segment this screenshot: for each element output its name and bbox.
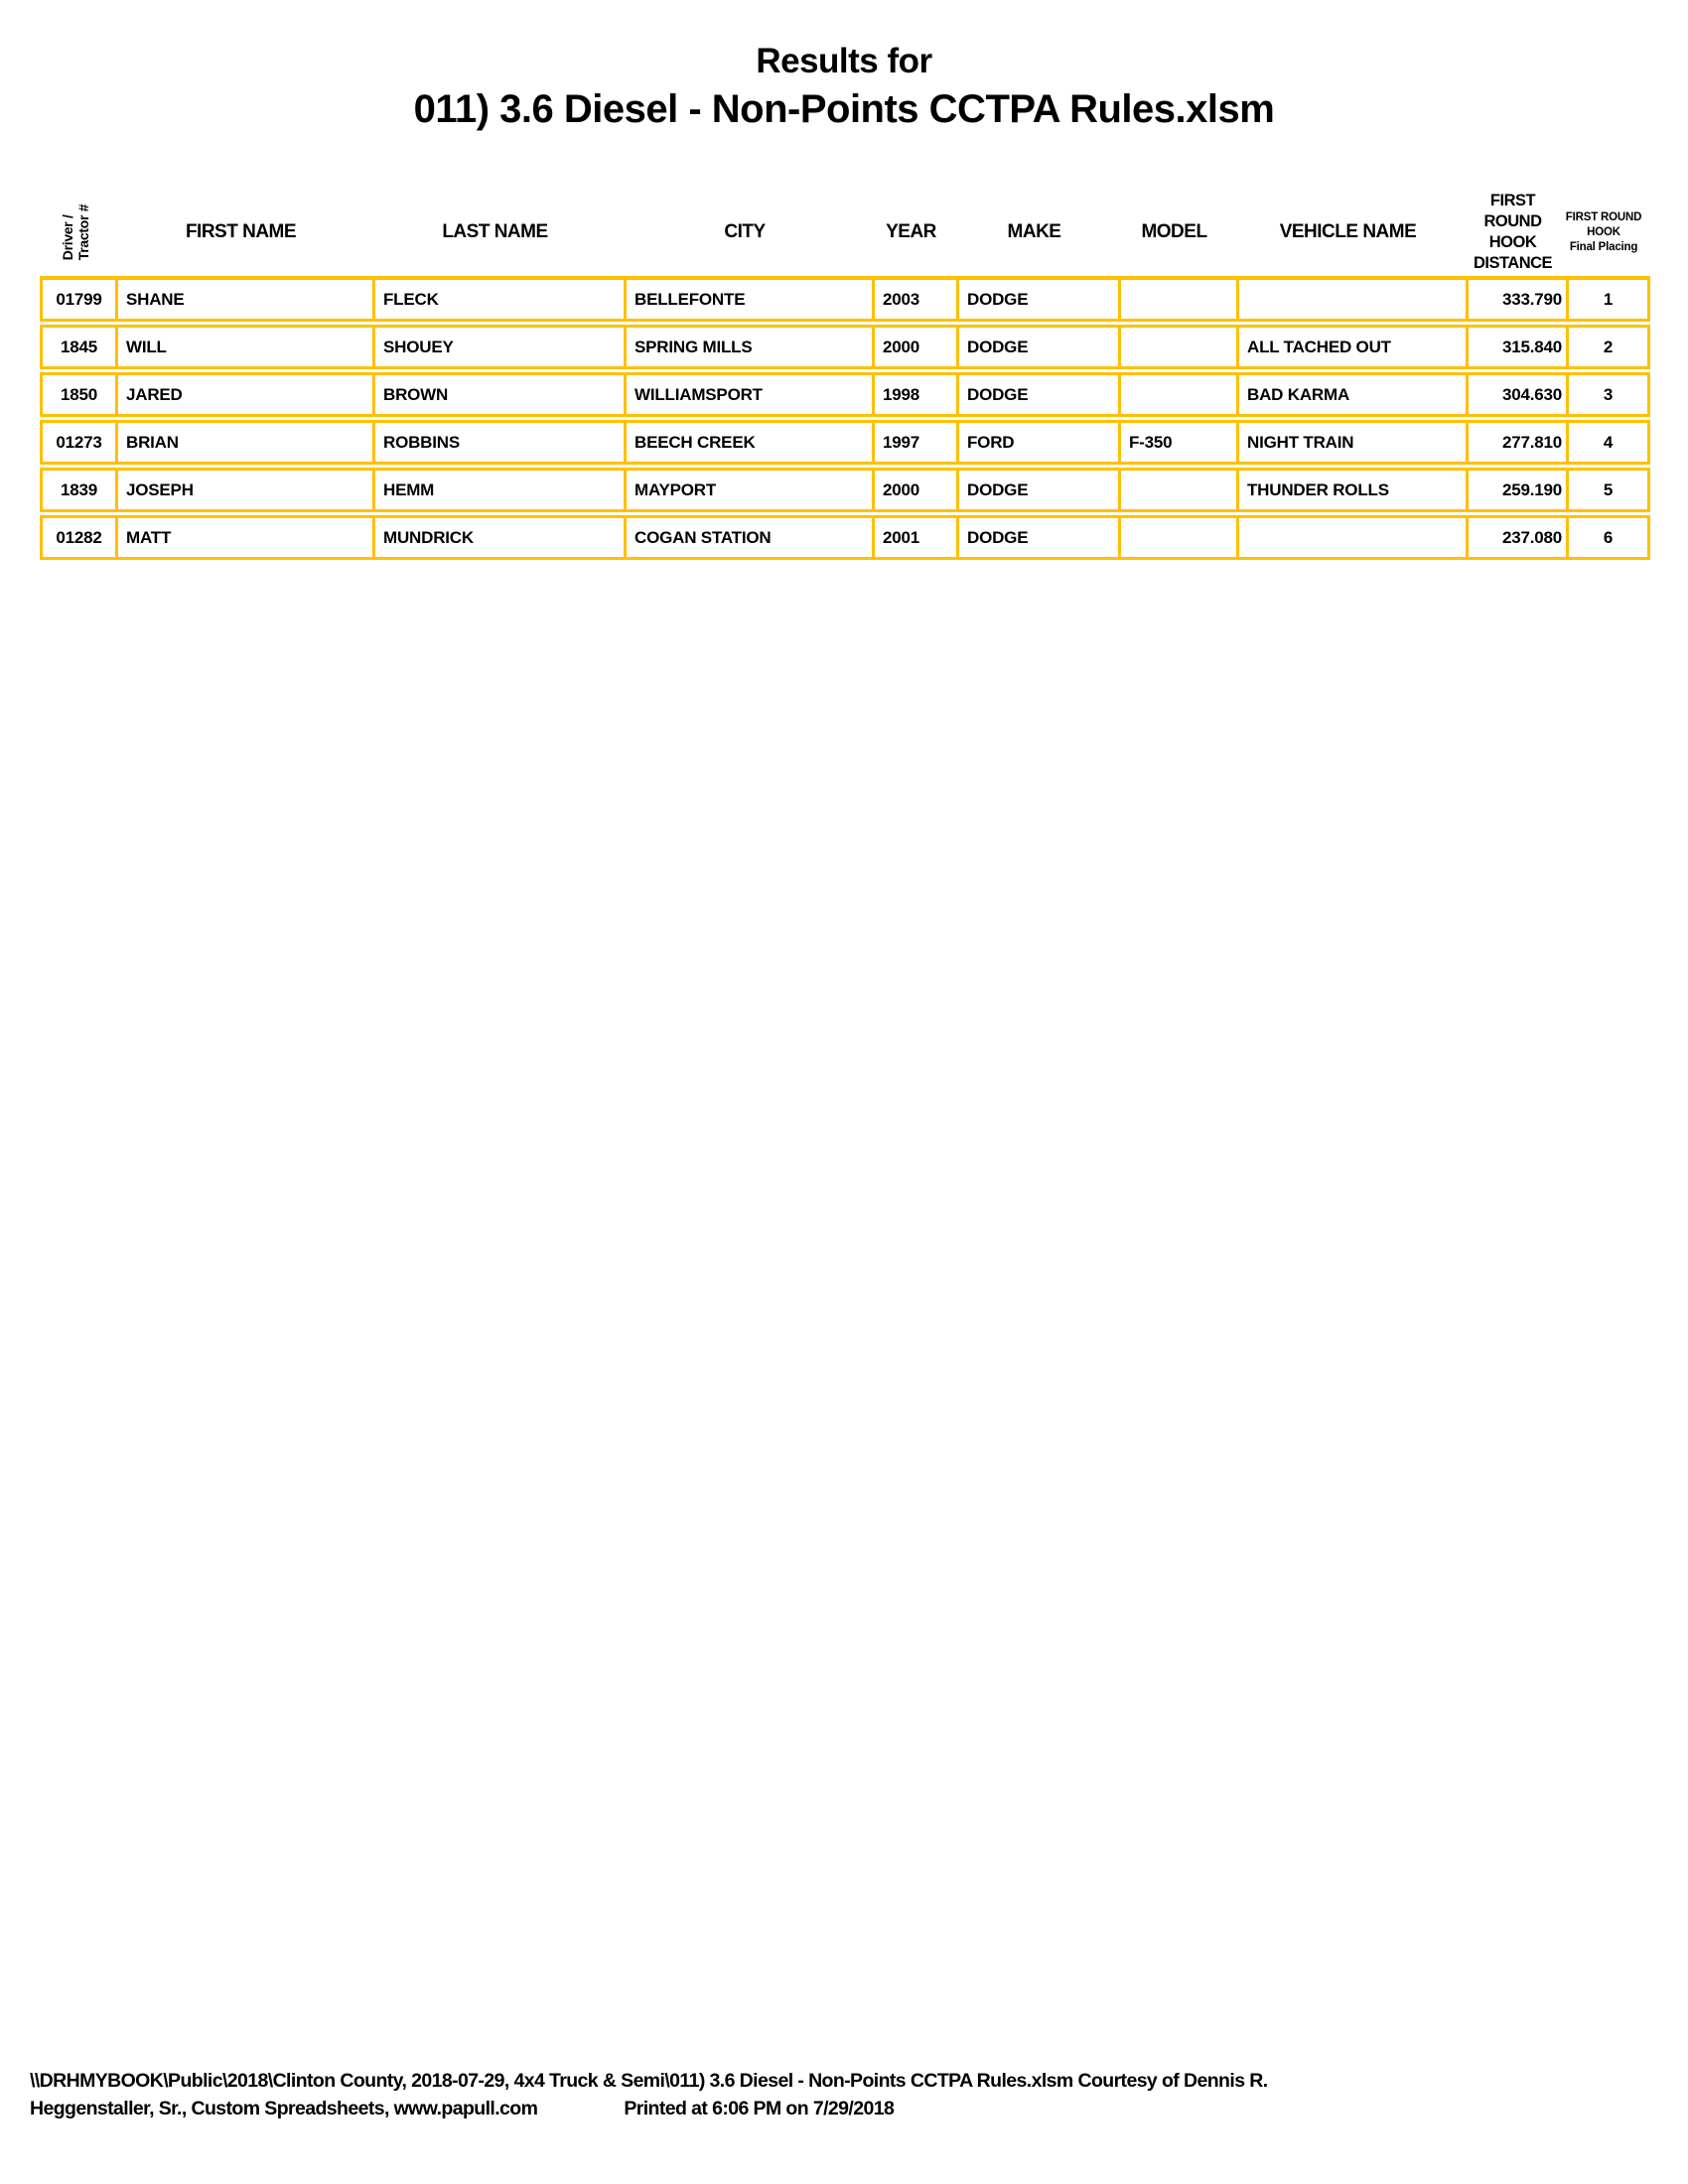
cell-first-name: BRIAN <box>115 423 372 462</box>
cell-make: DODGE <box>956 328 1118 366</box>
placing-label-line2: Final Placing <box>1569 240 1638 253</box>
cell-make: DODGE <box>956 471 1118 509</box>
cell-model <box>1118 328 1236 366</box>
cell-city: SPRING MILLS <box>624 328 872 366</box>
cell-vehicle-name: NIGHT TRAIN <box>1236 423 1466 462</box>
cell-driver-number: 01799 <box>56 289 102 309</box>
placing-label-line1: FIRST ROUND HOOK <box>1565 210 1642 238</box>
table-row <box>40 325 1650 369</box>
table-header-row <box>40 189 1650 276</box>
cell-last-name: ROBBINS <box>372 423 624 462</box>
cell-make: DODGE <box>956 518 1118 557</box>
cell-first-name: MATT <box>115 518 372 557</box>
cell-city: COGAN STATION <box>624 518 872 557</box>
cell-last-name: FLECK <box>372 280 624 319</box>
cell-hook-distance: 259.190 <box>1466 471 1566 509</box>
cell-final-placing: 4 <box>1566 423 1647 462</box>
footer-printed-timestamp: Printed at 6:06 PM on 7/29/2018 <box>624 2098 895 2119</box>
cell-make: FORD <box>956 423 1118 462</box>
cell-hook-distance: 277.810 <box>1466 423 1566 462</box>
cell-year: 2000 <box>872 471 956 509</box>
cell-last-name: BROWN <box>372 375 624 414</box>
cell-vehicle-name: ALL TACHED OUT <box>1236 328 1466 366</box>
cell-last-name: HEMM <box>372 471 624 509</box>
cell-first-name: JARED <box>115 375 372 414</box>
column-header-model: MODEL <box>1141 221 1207 242</box>
column-header-year: YEAR <box>886 221 936 242</box>
column-header-first-round-hook-distance: FIRST ROUND HOOK DISTANCE <box>1473 192 1553 272</box>
cell-final-placing: 2 <box>1566 328 1647 366</box>
table-row <box>40 276 1650 322</box>
results-table <box>40 189 1650 560</box>
cell-year: 2003 <box>872 280 956 319</box>
cell-year: 1997 <box>872 423 956 462</box>
cell-first-name: WILL <box>115 328 372 366</box>
cell-first-name: SHANE <box>115 280 372 319</box>
cell-hook-distance: 333.790 <box>1466 280 1566 319</box>
title-block <box>0 42 1688 132</box>
cell-last-name: SHOUEY <box>372 328 624 366</box>
cell-city: MAYPORT <box>624 471 872 509</box>
page-subtitle: 011) 3.6 Diesel - Non-Points CCTPA Rules.xlsm <box>413 87 1275 131</box>
cell-final-placing: 6 <box>1566 518 1647 557</box>
column-header-city: CITY <box>724 221 766 242</box>
cell-city: BELLEFONTE <box>624 280 872 319</box>
cell-final-placing: 3 <box>1566 375 1647 414</box>
cell-driver-number: 01282 <box>56 527 102 547</box>
cell-driver-number: 1839 <box>60 479 98 499</box>
cell-model <box>1118 375 1236 414</box>
footer-file-path: \\DRHMYBOOK\Public\2018\Clinton County, 2018-07-29, 4x4 Truck & Semi\011) 3.6 Diesel - Non-Points CCTPA Rules.xlsm Courtesy of Dennis R. <box>30 2070 1268 2092</box>
cell-driver-number: 1845 <box>60 337 98 356</box>
driver-label-line2: Tractor # <box>75 204 92 261</box>
cell-first-name: JOSEPH <box>115 471 372 509</box>
cell-model <box>1118 280 1236 319</box>
footer-credit-text: Heggenstaller, Sr., Custom Spreadsheets, www.papull.com <box>30 2098 538 2119</box>
cell-city: WILLIAMSPORT <box>624 375 872 414</box>
cell-year: 2000 <box>872 328 956 366</box>
cell-model <box>1118 518 1236 557</box>
table-row <box>40 468 1650 512</box>
cell-driver-number: 1850 <box>60 384 98 404</box>
cell-final-placing: 1 <box>1566 280 1647 319</box>
column-header-last-name: LAST NAME <box>442 221 548 242</box>
column-header-driver-tractor <box>40 189 112 276</box>
page-title: Results for <box>756 42 932 80</box>
cell-model <box>1118 471 1236 509</box>
cell-year: 1998 <box>872 375 956 414</box>
cell-vehicle-name <box>1236 280 1466 319</box>
page-footer <box>30 2067 1618 2122</box>
column-header-make: MAKE <box>1007 221 1061 242</box>
driver-label-line1: Driver / <box>60 214 76 261</box>
driver-tractor-rotated-label <box>60 205 91 260</box>
table-row <box>40 420 1650 465</box>
cell-year: 2001 <box>872 518 956 557</box>
cell-city: BEECH CREEK <box>624 423 872 462</box>
column-header-first-name: FIRST NAME <box>185 221 297 242</box>
cell-make: DODGE <box>956 280 1118 319</box>
column-header-vehicle-name: VEHICLE NAME <box>1279 221 1417 242</box>
cell-driver-number: 01273 <box>56 432 102 452</box>
cell-hook-distance: 304.630 <box>1466 375 1566 414</box>
cell-make: DODGE <box>956 375 1118 414</box>
cell-model: F-350 <box>1118 423 1236 462</box>
cell-vehicle-name: THUNDER ROLLS <box>1236 471 1466 509</box>
cell-hook-distance: 315.840 <box>1466 328 1566 366</box>
table-row <box>40 372 1650 417</box>
cell-final-placing: 5 <box>1566 471 1647 509</box>
column-header-final-placing <box>1563 189 1644 276</box>
footer-credit-line <box>30 2095 1618 2122</box>
table-row <box>40 515 1650 560</box>
cell-vehicle-name <box>1236 518 1466 557</box>
cell-vehicle-name: BAD KARMA <box>1236 375 1466 414</box>
cell-last-name: MUNDRICK <box>372 518 624 557</box>
table-body <box>40 276 1650 560</box>
cell-hook-distance: 237.080 <box>1466 518 1566 557</box>
